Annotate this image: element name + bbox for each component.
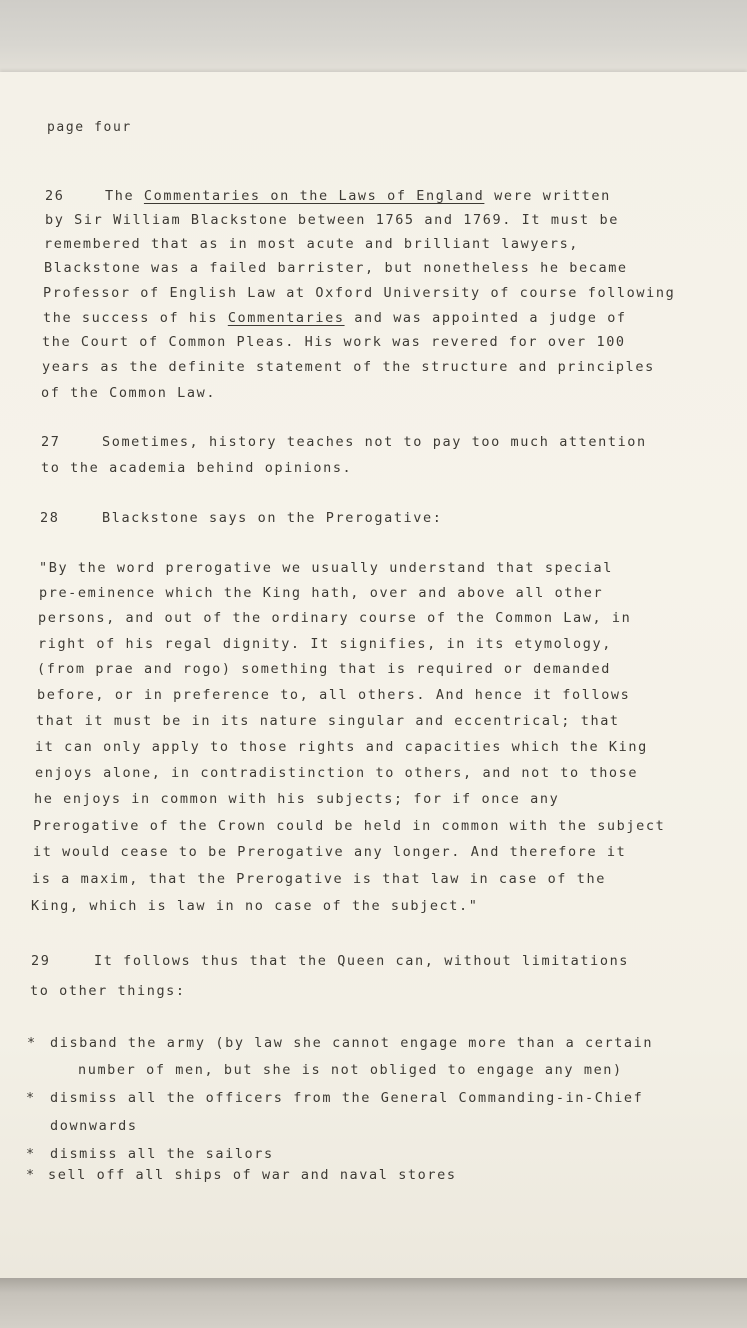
para-29-line-2: to other things: xyxy=(30,983,186,999)
para-26-line-9: of the Common Law. xyxy=(41,385,217,401)
para-28-line-1: Blackstone says on the Prerogative: xyxy=(102,510,443,526)
para-26-lead: The xyxy=(105,188,144,204)
para-26-line-2: by Sir William Blackstone between 1765 and 1769. It must be xyxy=(45,212,619,228)
quote-line-10: he enjoys in common with his subjects; for if once any xyxy=(34,791,560,807)
quote-line-7: that it must be in its nature singular and eccentrical; that xyxy=(36,713,620,729)
quote-line-5: (from prae and rogo) something that is required or demanded xyxy=(37,661,611,677)
para-27-line-1: Sometimes, history teaches not to pay too much attention xyxy=(102,434,647,450)
para-26-tail: were written xyxy=(484,188,611,204)
bullet-2-line-1: dismiss all the officers from the General Commanding-in-Chief xyxy=(50,1090,644,1106)
para-28-number: 28 xyxy=(40,510,60,526)
para-26-line-3: remembered that as in most acute and brilliant lawyers, xyxy=(44,236,580,252)
quote-line-8: it can only apply to those rights and capacities which the King xyxy=(35,739,648,755)
para-26-line-4: Blackstone was a failed barrister, but nonetheless he became xyxy=(44,260,628,276)
quote-line-14: King, which is law in no case of the subject." xyxy=(31,898,479,914)
bullet-2-line-2: downwards xyxy=(50,1118,138,1134)
para-27-number: 27 xyxy=(41,434,61,450)
para-29-number: 29 xyxy=(31,953,51,969)
para-26-line-1 xyxy=(105,188,611,204)
commentaries-title: Commentaries on the Laws of England xyxy=(143,188,485,204)
bullet-marker: * xyxy=(26,1167,36,1183)
bullet-marker: * xyxy=(27,1035,37,1051)
bullet-4-line-1: sell off all ships of war and naval stores xyxy=(48,1167,457,1183)
para-29-line-1: It follows thus that the Queen can, without limitations xyxy=(94,953,630,969)
quote-line-1: "By the word prerogative we usually understand that special xyxy=(39,560,613,576)
quote-line-11: Prerogative of the Crown could be held in common with the subject xyxy=(33,818,666,834)
commentaries-ref: Commentaries xyxy=(227,310,345,326)
para-26-line-7: the Court of Common Pleas. His work was revered for over 100 xyxy=(42,334,626,350)
para-26-line-5: Professor of English Law at Oxford University of course following xyxy=(43,285,676,301)
quote-line-6: before, or in preference to, all others. And hence it follows xyxy=(37,687,631,703)
bullet-1-line-1: disband the army (by law she cannot engage more than a certain xyxy=(50,1035,654,1051)
bullet-1-line-2: number of men, but she is not obliged to engage any men) xyxy=(78,1062,623,1078)
quote-line-4: right of his regal dignity. It signifies, in its etymology, xyxy=(38,636,612,652)
bullet-marker: * xyxy=(26,1090,36,1106)
para-26-line-6-b: and was appointed a judge of xyxy=(344,310,627,326)
para-26-line-6 xyxy=(43,310,627,326)
page-label: page four xyxy=(47,120,132,135)
quote-line-9: enjoys alone, in contradistinction to others, and not to those xyxy=(35,765,639,781)
para-26-line-6-a: the success of his xyxy=(43,310,228,326)
para-27-line-2: to the academia behind opinions. xyxy=(41,460,353,476)
background-top xyxy=(0,0,747,74)
para-26-number: 26 xyxy=(45,188,65,204)
quote-line-2: pre-eminence which the King hath, over and above all other xyxy=(39,585,604,601)
bullet-3-line-1: dismiss all the sailors xyxy=(50,1146,274,1162)
background-bottom xyxy=(0,1278,747,1328)
quote-line-12: it would cease to be Prerogative any longer. And therefore it xyxy=(33,844,627,860)
quote-line-3: persons, and out of the ordinary course of the Common Law, in xyxy=(38,610,632,626)
quote-line-13: is a maxim, that the Prerogative is that law in case of the xyxy=(32,871,606,887)
bullet-marker: * xyxy=(26,1146,36,1162)
para-26-line-8: years as the definite statement of the structure and principles xyxy=(42,359,655,375)
